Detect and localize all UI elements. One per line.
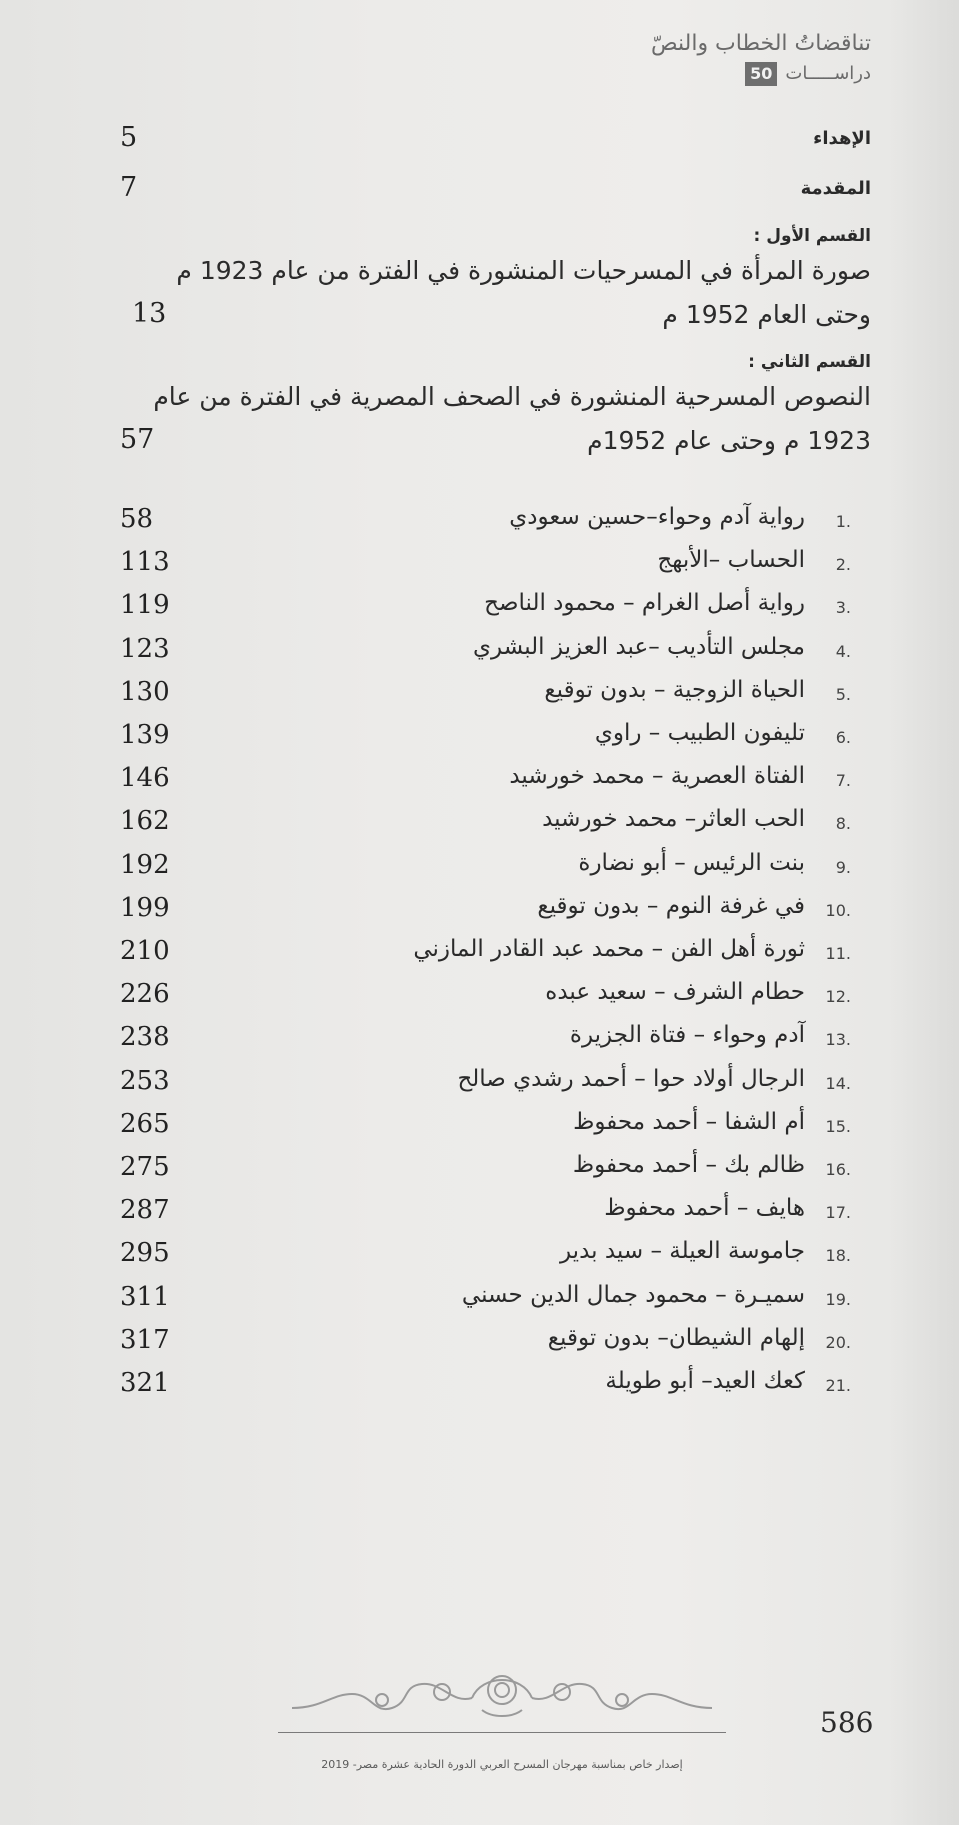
section-one-title-line1 [120, 256, 871, 285]
toc-item-number: 14. [825, 1073, 851, 1093]
toc-item-number: 8. [835, 814, 851, 834]
toc-item-title: الحساب –الأبهج [657, 547, 805, 574]
toc-item-page: 58 [120, 504, 154, 534]
toc-item-title: رواية آدم وحواء–حسين سعودي [509, 504, 805, 530]
toc-item [120, 1066, 851, 1102]
toc-item-title: ظالم بك – أحمد محفوظ [572, 1152, 805, 1178]
toc-item-title: هايف – أحمد محفوظ [604, 1195, 805, 1222]
toc-item [120, 936, 851, 972]
toc-item-title: في غرفة النوم – بدون توقيع [537, 892, 805, 919]
toc-item-title: جاموسة العيلة – سيد بدير [559, 1238, 805, 1265]
toc-item [120, 763, 851, 799]
section-heading-text: القسم الثاني : [748, 352, 871, 372]
toc-item-number: 12. [825, 987, 851, 1007]
section-title-text: صورة المرأة في المسرحيات المنشورة في الفترة من عام 1923 م [176, 256, 871, 285]
toc-item-number: 21. [825, 1376, 851, 1395]
toc-item-page: 146 [120, 763, 170, 794]
toc-item [120, 1152, 851, 1188]
toc-item-page: 113 [120, 547, 170, 578]
toc-item-page: 130 [120, 676, 170, 707]
toc-item [120, 1109, 851, 1145]
toc-item-page: 119 [120, 590, 170, 621]
toc-item [120, 979, 851, 1015]
toc-item-title: الرجال أولاد حوا – أحمد رشدي صالح [457, 1065, 805, 1092]
toc-item-title: كعك العيد– أبو طويلة [605, 1368, 805, 1394]
toc-item [120, 504, 851, 540]
series-label: دراســـــات [785, 63, 871, 84]
toc-item-page: 265 [120, 1108, 170, 1139]
toc-item-title: رواية أصل الغرام – محمود الناصح [484, 590, 805, 617]
toc-item-page: 123 [120, 633, 170, 664]
toc-item-number: 11. [825, 944, 851, 963]
toc-item-page: 321 [120, 1368, 170, 1398]
toc-item-page: 287 [120, 1195, 170, 1226]
toc-item [120, 1368, 851, 1404]
running-header [651, 30, 871, 86]
toc-item-page: 139 [120, 720, 170, 750]
toc-item-number: 20. [825, 1332, 851, 1352]
toc-item-title: حطام الشرف – سعيد عبده [545, 979, 805, 1006]
section-two-title-line1 [120, 382, 871, 411]
toc-entry-introduction [120, 172, 871, 203]
toc-entry-title: الإهداء [813, 128, 871, 149]
toc-entry-title: المقدمة [800, 178, 871, 199]
toc-item [120, 893, 851, 929]
toc-item-number: 1. [835, 512, 851, 531]
toc-entry-page: 7 [120, 172, 138, 203]
toc-item [120, 590, 851, 626]
footer-rule [278, 1732, 726, 1733]
toc-item-number: 5. [835, 684, 851, 704]
book-title: تناقضاتُ الخطاب والنصّ [651, 31, 871, 56]
toc-item-page: 162 [120, 806, 170, 837]
toc-item-page: 238 [120, 1022, 170, 1053]
section-one-heading [120, 226, 871, 246]
toc-item-title: إلهام الشيطان– بدون توقيع [547, 1324, 805, 1351]
footer-note: إصدار خاص بمناسبة مهرجان المسرح العربي الدورة الحادية عشرة مصر- 2019 [321, 1758, 683, 1771]
toc-item [120, 1022, 851, 1058]
toc-item-title: آدم وحواء – فتاة الجزيرة [569, 1022, 805, 1049]
toc-item-number: 17. [825, 1203, 851, 1223]
toc-item [120, 677, 851, 713]
toc-item [120, 1195, 851, 1231]
toc-item-page: 199 [120, 892, 170, 923]
toc-item-number: 19. [825, 1289, 851, 1309]
section-title-text: وحتى العام 1952 م [662, 300, 871, 329]
section-two-title-line2 [120, 426, 871, 455]
toc-item [120, 806, 851, 842]
decorative-ornament-icon [282, 1664, 722, 1724]
toc-item-page: 226 [120, 979, 170, 1010]
toc-item [120, 547, 851, 583]
toc-item-number: 2. [835, 555, 851, 575]
toc-item-number: 16. [825, 1160, 851, 1179]
toc-entry-page: 13 [132, 298, 167, 329]
toc-item-page: 275 [120, 1152, 170, 1182]
toc-item-title: الحب العاثر– محمد خورشيد [542, 806, 805, 833]
toc-item-page: 253 [120, 1065, 170, 1096]
toc-item-page: 317 [120, 1324, 170, 1355]
series-line [651, 62, 871, 86]
toc-item-number: 15. [825, 1116, 851, 1136]
toc-item-page: 210 [120, 936, 170, 966]
toc-item-page: 311 [120, 1281, 170, 1312]
toc-item-title: ثورة أهل الفن – محمد عبد القادر المازني [413, 936, 805, 962]
toc-item-title: سميـرة – محمود جمال الدين حسني [461, 1281, 805, 1308]
toc-entry-page: 57 [120, 424, 155, 455]
toc-item-number: 9. [835, 857, 851, 877]
toc-item [120, 1238, 851, 1274]
section-title-text: النصوص المسرحية المنشورة في الصحف المصرية في الفترة من عام [153, 382, 871, 411]
toc-item-number: 18. [825, 1246, 851, 1266]
toc-item-title: بنت الرئيس – أبو نضارة [578, 849, 805, 876]
toc-item-page: 192 [120, 849, 170, 880]
toc-item-title: الفتاة العصرية – محمد خورشيد [509, 763, 805, 790]
section-title-text: 1923 م وحتى عام 1952م [587, 426, 871, 455]
toc-item [120, 850, 851, 886]
toc-item-number: 6. [835, 728, 851, 747]
toc-item [120, 1325, 851, 1361]
toc-item-title: الحياة الزوجية – بدون توقيع [544, 676, 805, 703]
toc-item [120, 1282, 851, 1318]
toc-item-number: 3. [835, 598, 851, 618]
toc-item-title: مجلس التأديب –عبد العزيز البشري [473, 633, 805, 660]
section-heading-text: القسم الأول : [753, 226, 871, 246]
toc-item-number: 13. [825, 1030, 851, 1050]
section-two-heading [120, 352, 871, 372]
toc-item-title: تليفون الطبيب – راوي [594, 720, 805, 746]
series-number-badge: 50 [745, 62, 777, 86]
section-one-title-line2 [120, 300, 871, 329]
toc-item-title: أم الشفا – أحمد محفوظ [573, 1108, 805, 1135]
toc-item-number: 7. [835, 771, 851, 791]
page-number: 586 [820, 1706, 874, 1739]
toc-item-number: 10. [825, 900, 851, 920]
page-spine-shadow [889, 0, 959, 1825]
toc-item [120, 634, 851, 670]
toc-item-number: 4. [835, 641, 851, 661]
toc-item [120, 720, 851, 756]
toc-entry-dedication [120, 122, 871, 153]
toc-entry-page: 5 [120, 122, 138, 153]
toc-item-page: 295 [120, 1238, 170, 1269]
